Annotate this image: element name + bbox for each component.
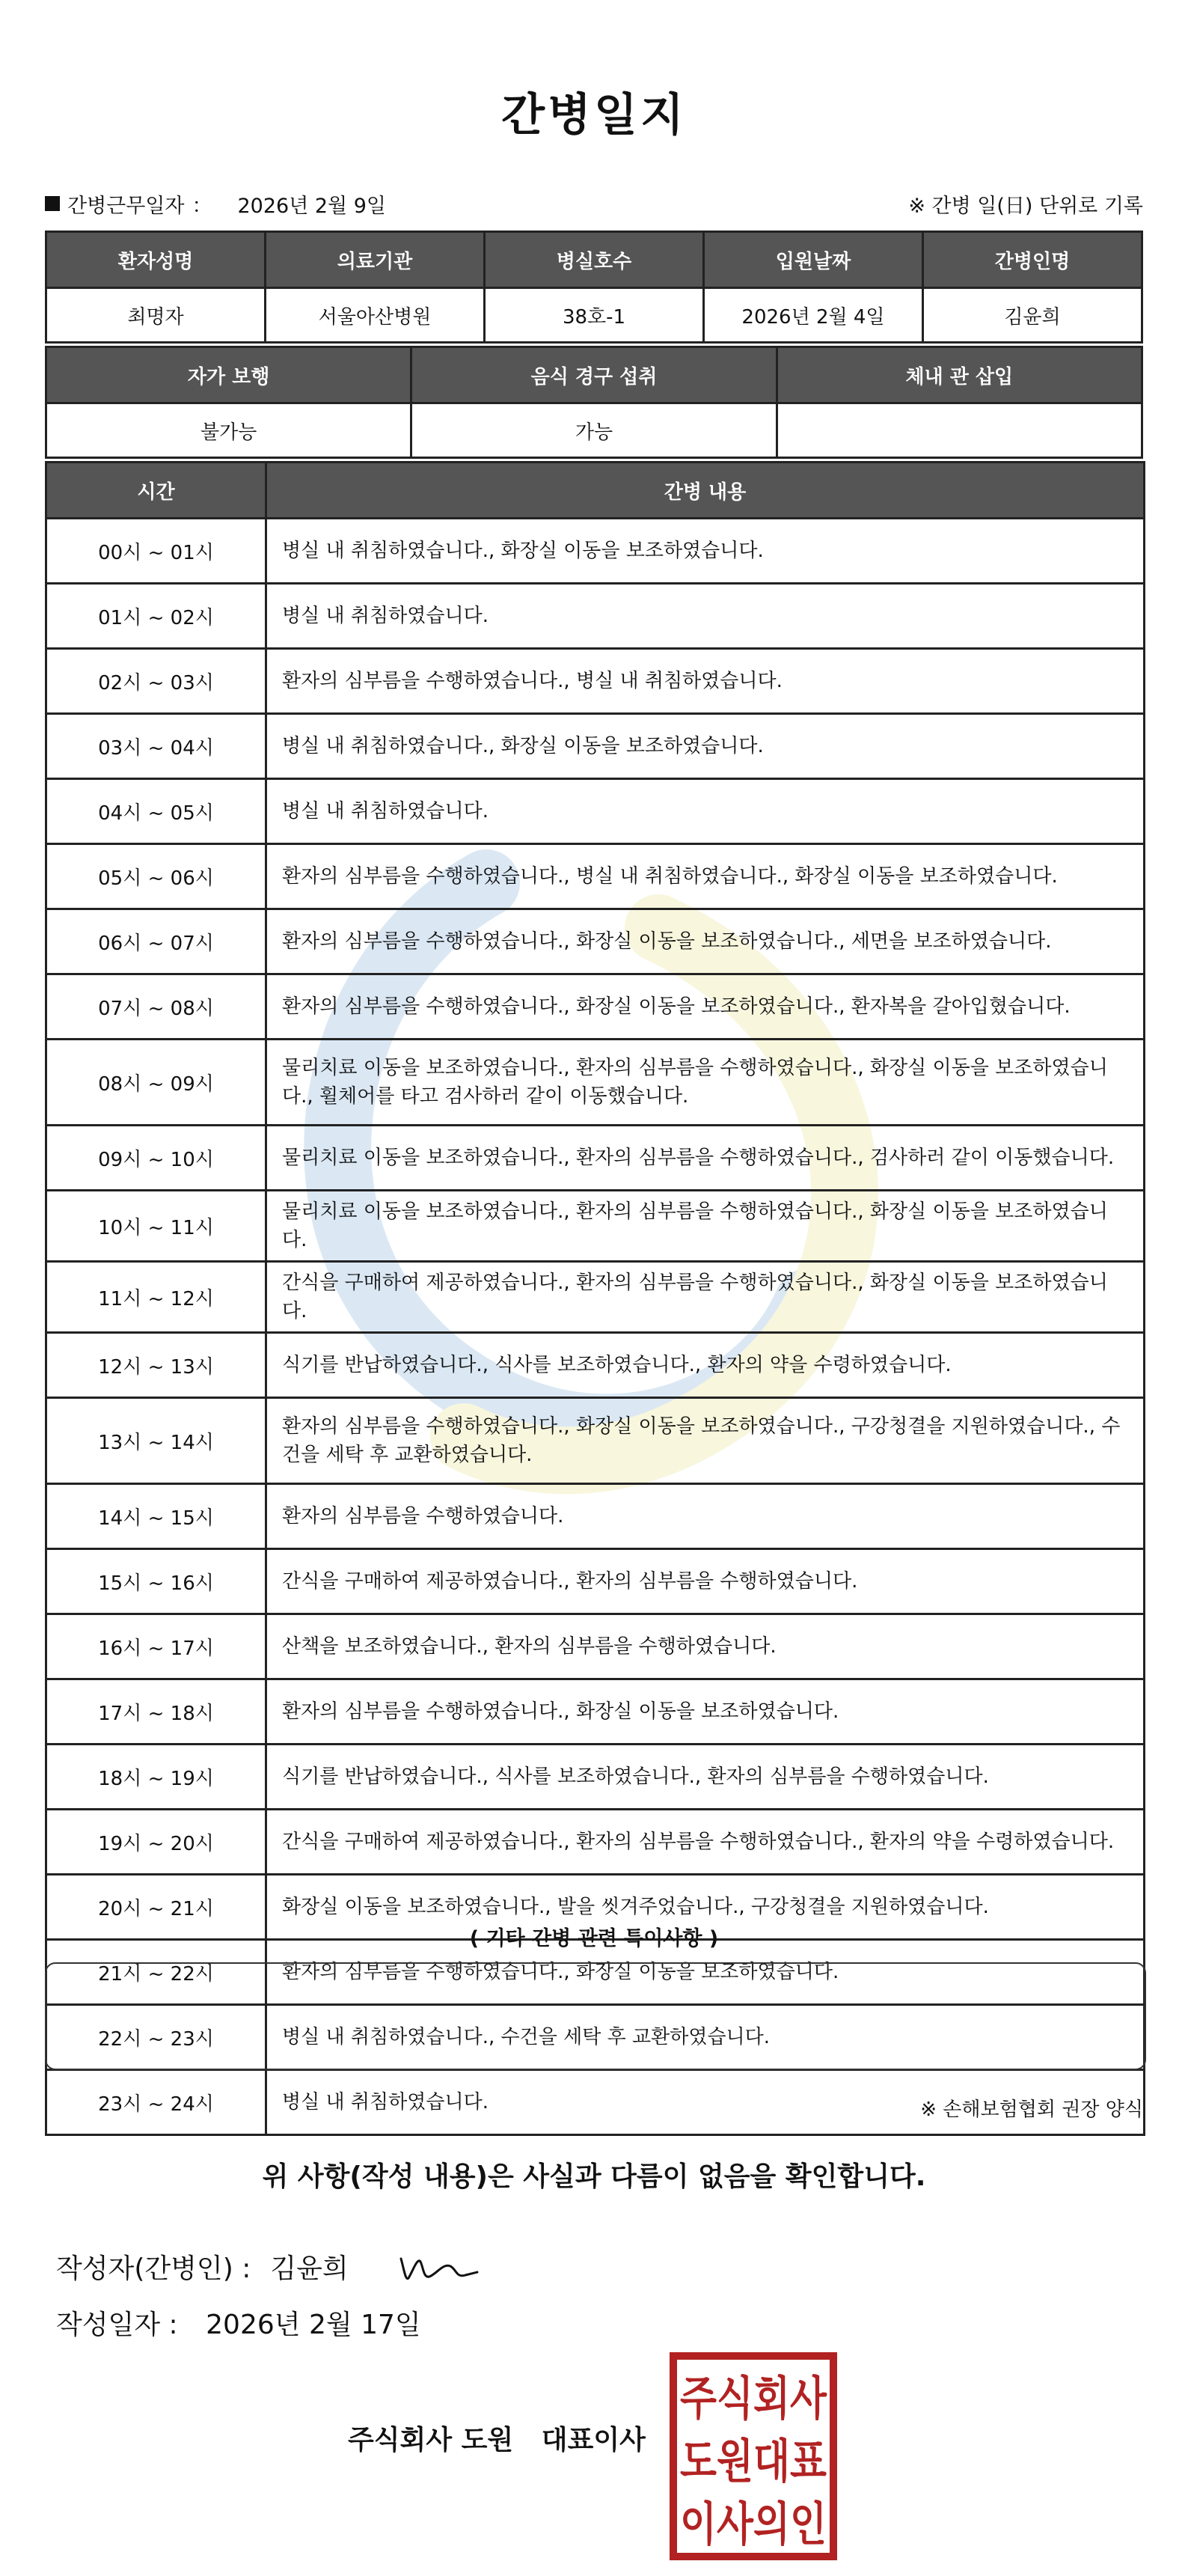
care-log-row: [46, 1126, 1145, 1191]
care-log-row: [46, 1333, 1145, 1398]
care-log-time: 03시 ~ 04시: [46, 714, 266, 779]
care-log-content: 환자의 심부름을 수행하였습니다., 화장실 이동을 보조하였습니다.: [266, 1940, 1145, 2005]
care-log-time: 17시 ~ 18시: [46, 1679, 266, 1745]
care-log-time: 02시 ~ 03시: [46, 649, 266, 714]
care-log-content: 병실 내 취침하였습니다.: [266, 2070, 1145, 2135]
record-unit-note: ※ 간병 일(日) 단위로 기록: [908, 194, 1143, 218]
care-log-time: 01시 ~ 02시: [46, 584, 266, 649]
seal-text-line: 주식회사: [680, 2371, 827, 2426]
header-time: 시간: [46, 463, 266, 519]
remarks-box: [45, 1962, 1146, 2070]
care-log-header-row: [46, 463, 1145, 519]
care-log-content: 간식을 구매하여 제공하였습니다., 환자의 심부름을 수행하였습니다., 화장실 이동을 보조하였습니다.: [266, 1262, 1145, 1333]
company-seal-icon: [669, 2351, 838, 2561]
care-log-time: 12시 ~ 13시: [46, 1333, 266, 1398]
patient-name: 최명자: [46, 288, 266, 343]
care-log-content: 식기를 반납하였습니다., 식사를 보조하였습니다., 환자의 심부름을 수행하였습니다.: [266, 1745, 1145, 1810]
care-log-time: 18시 ~ 19시: [46, 1745, 266, 1810]
header-patient-name: 환자성명: [46, 232, 266, 288]
care-log-time: 21시 ~ 22시: [46, 1940, 266, 2005]
care-log-time: 23시 ~ 24시: [46, 2070, 266, 2135]
hospital-name: 서울아산병원: [266, 288, 485, 343]
care-log-row: [46, 714, 1145, 779]
care-log-content: 병실 내 취침하였습니다., 수건을 세탁 후 교환하였습니다.: [266, 2005, 1145, 2070]
care-log-row: [46, 1484, 1145, 1549]
written-date-value: 2026년 2월 17일: [206, 2310, 421, 2340]
header-self-walking: 자가 보행: [46, 347, 411, 403]
care-log-row: [46, 649, 1145, 714]
patient-status-header-row: [46, 347, 1142, 403]
self-walking-value: 불가능: [46, 403, 411, 458]
care-log-row: [46, 844, 1145, 909]
care-log-content: 환자의 심부름을 수행하였습니다., 병실 내 취침하였습니다.: [266, 649, 1145, 714]
care-log-content: 환자의 심부름을 수행하였습니다., 화장실 이동을 보조하였습니다., 세면을 보조하였습니다.: [266, 909, 1145, 974]
header-tube-insertion: 체내 관 삽입: [777, 347, 1142, 403]
writer-label: 작성자(간병인) :: [56, 2253, 251, 2284]
care-log-content: 간식을 구매하여 제공하였습니다., 환자의 심부름을 수행하였습니다., 환자의 약을 수령하였습니다.: [266, 1810, 1145, 1875]
care-log-time: 11시 ~ 12시: [46, 1262, 266, 1333]
care-log-content: 물리치료 이동을 보조하였습니다., 환자의 심부름을 수행하였습니다., 검사하러 같이 이동했습니다.: [266, 1126, 1145, 1191]
care-log-table: [45, 461, 1145, 2136]
work-date-value: 2026년 2월 9일: [237, 194, 386, 218]
care-log-time: 15시 ~ 16시: [46, 1549, 266, 1614]
page-title: 간병일지: [501, 89, 687, 141]
care-log-time: 04시 ~ 05시: [46, 779, 266, 844]
written-date-row: [56, 2304, 421, 2342]
care-log-content: 물리치료 이동을 보조하였습니다., 환자의 심부름을 수행하였습니다., 화장실 이동을 보조하였습니다., 휠체어를 타고 검사하러 같이 이동했습니다.: [266, 1040, 1145, 1126]
care-log-row: [46, 909, 1145, 974]
admission-date: 2026년 2월 4일: [704, 288, 923, 343]
care-log-content: 환자의 심부름을 수행하였습니다., 화장실 이동을 보조하였습니다., 구강청결을 지원하였습니다., 수건을 세탁 후 교환하였습니다.: [266, 1398, 1145, 1484]
care-log-body: [46, 519, 1145, 2135]
seal-text-line: 도원대표: [680, 2434, 827, 2488]
company-representative: 주식회사 도원 대표이사: [348, 2425, 646, 2456]
care-log-row: [46, 1614, 1145, 1679]
patient-status-value-row: [46, 403, 1142, 458]
care-log-row: [46, 519, 1145, 584]
patient-info-header-row: [46, 232, 1142, 288]
written-date-label: 작성일자 :: [56, 2310, 178, 2340]
care-log-row: [46, 1549, 1145, 1614]
care-log-row: [46, 1191, 1145, 1262]
care-log-content: 화장실 이동을 보조하였습니다., 발을 씻겨주었습니다., 구강청결을 지원하였습니다.: [266, 1875, 1145, 1940]
caregiver-name: 김윤희: [923, 288, 1142, 343]
care-log-time: 06시 ~ 07시: [46, 909, 266, 974]
care-log-content: 병실 내 취침하였습니다.: [266, 584, 1145, 649]
care-log-time: 13시 ~ 14시: [46, 1398, 266, 1484]
work-date-separator: ：: [192, 194, 212, 218]
care-log-content: 병실 내 취침하였습니다.: [266, 779, 1145, 844]
header-care-content: 간병 내용: [266, 463, 1145, 519]
patient-info-table: [45, 231, 1143, 344]
seal-text-line: 이사의인: [680, 2497, 827, 2551]
confirmation-statement: 위 사항(작성 내용)은 사실과 다름이 없음을 확인합니다.: [262, 2161, 926, 2192]
header-hospital: 의료기관: [266, 232, 485, 288]
care-log-row: [46, 1679, 1145, 1745]
care-log-content: 병실 내 취침하였습니다., 화장실 이동을 보조하였습니다.: [266, 714, 1145, 779]
care-log-time: 10시 ~ 11시: [46, 1191, 266, 1262]
care-log-content: 환자의 심부름을 수행하였습니다.: [266, 1484, 1145, 1549]
writer-row: [56, 2244, 483, 2289]
care-log-row: [46, 1040, 1145, 1126]
header-admission-date: 입원날짜: [704, 232, 923, 288]
care-log-time: 07시 ~ 08시: [46, 974, 266, 1040]
care-log-content: 환자의 심부름을 수행하였습니다., 병실 내 취침하였습니다., 화장실 이동을 보조하였습니다.: [266, 844, 1145, 909]
header-oral-intake: 음식 경구 섭취: [411, 347, 777, 403]
association-note: ※ 손해보험협회 권장 양식: [920, 2099, 1143, 2121]
square-bullet-icon: [45, 196, 60, 211]
care-log-row: [46, 974, 1145, 1040]
care-log-content: 물리치료 이동을 보조하였습니다., 환자의 심부름을 수행하였습니다., 화장실 이동을 보조하였습니다.: [266, 1191, 1145, 1262]
care-log-time: 19시 ~ 20시: [46, 1810, 266, 1875]
care-log-time: 08시 ~ 09시: [46, 1040, 266, 1126]
care-log-row: [46, 1745, 1145, 1810]
care-log-content: 환자의 심부름을 수행하였습니다., 화장실 이동을 보조하였습니다.: [266, 1679, 1145, 1745]
writer-name: 김윤희: [270, 2253, 349, 2284]
oral-intake-value: 가능: [411, 403, 777, 458]
care-log-content: 산책을 보조하였습니다., 환자의 심부름을 수행하였습니다.: [266, 1614, 1145, 1679]
care-log-time: 22시 ~ 23시: [46, 2005, 266, 2070]
care-log-row: [46, 1398, 1145, 1484]
care-log-content: 환자의 심부름을 수행하였습니다., 화장실 이동을 보조하였습니다., 환자복을 갈아입혔습니다.: [266, 974, 1145, 1040]
care-log-row: [46, 1262, 1145, 1333]
signature-icon: [394, 2244, 483, 2289]
care-log-time: 14시 ~ 15시: [46, 1484, 266, 1549]
care-log-content: 병실 내 취침하였습니다., 화장실 이동을 보조하였습니다.: [266, 519, 1145, 584]
care-log-content: 식기를 반납하였습니다., 식사를 보조하였습니다., 환자의 약을 수령하였습니다.: [266, 1333, 1145, 1398]
care-log-row: [46, 779, 1145, 844]
header-caregiver-name: 간병인명: [923, 232, 1142, 288]
patient-status-table: [45, 346, 1143, 459]
room-number: 38호-1: [485, 288, 704, 343]
header-room-number: 병실호수: [485, 232, 704, 288]
tube-insertion-value: [777, 403, 1142, 458]
work-date-label: 간병근무일자: [67, 194, 185, 218]
care-log-row: [46, 1810, 1145, 1875]
care-log-row: [46, 584, 1145, 649]
care-log-time: 09시 ~ 10시: [46, 1126, 266, 1191]
care-log-time: 05시 ~ 06시: [46, 844, 266, 909]
work-date-row: [45, 189, 1143, 219]
care-log-content: 간식을 구매하여 제공하였습니다., 환자의 심부름을 수행하였습니다.: [266, 1549, 1145, 1614]
care-log-time: 16시 ~ 17시: [46, 1614, 266, 1679]
care-log-time: 00시 ~ 01시: [46, 519, 266, 584]
patient-info-value-row: [46, 288, 1142, 343]
care-log-time: 20시 ~ 21시: [46, 1875, 266, 1940]
remarks-title: ( 기타 간병 관련 특이사항 ): [469, 1927, 719, 1950]
